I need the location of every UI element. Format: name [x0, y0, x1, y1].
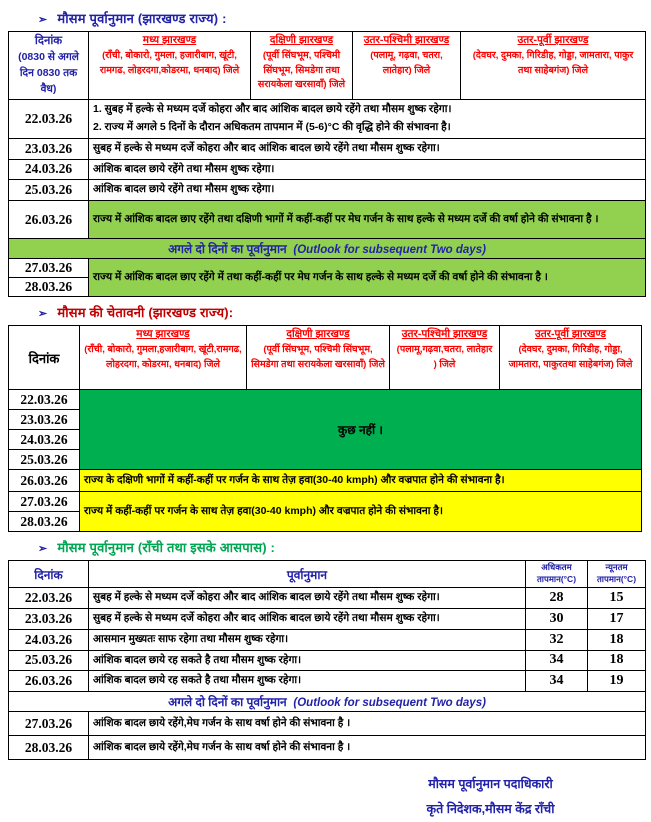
- region-header-northeast: [461, 32, 646, 100]
- table-row: [9, 180, 646, 201]
- region-districts: (पूर्वी सिंघभूम, पश्चिमी सिंघभूम, सिमडेगा तथा सरायकेला खरसावाँ) जिले: [251, 344, 385, 370]
- table-row: [9, 736, 646, 760]
- date-cell: 26.03.26: [9, 671, 89, 692]
- outlook-header: [9, 239, 646, 259]
- region-districts: (राँची, बोकारो, गुमला,हजारीबाग, खूंटी,रामगढ, लोहरदगा, कोडरमा, धनबाद) जिले: [84, 344, 242, 370]
- date-cell: 27.03.26: [9, 712, 89, 736]
- min-temp-header-line: न्यूनतम: [605, 562, 628, 573]
- forecast-cell: आंशिक बादल छाये रह सकते है तथा मौसम शुष्क रहेगा।: [89, 671, 526, 692]
- region-districts: (पूर्वी सिंघभूम, पश्चिमी सिंघभूम, सिमडेगा तथा सरायकेला खरसावाँ) जिले: [257, 50, 346, 91]
- max-temp-cell: 34: [526, 671, 588, 692]
- outlook-title-en: (Outlook for subsequent Two days): [293, 244, 486, 257]
- region-header-northeast: [500, 326, 642, 390]
- table-header-row: [9, 561, 646, 588]
- outlook-title-hi: अगले दो दिनों का पूर्वानुमान: [168, 695, 287, 710]
- table-row: [9, 470, 642, 492]
- forecast-column-header: पूर्वानुमान: [89, 561, 526, 588]
- max-temp-cell: 30: [526, 608, 588, 629]
- outlook-header: [9, 692, 646, 712]
- arrow-bullet-icon: ➢: [38, 543, 48, 556]
- state-forecast-table: [8, 31, 646, 297]
- max-temp-header-line: अधिकतम: [541, 562, 572, 573]
- region-name: दक्षिणी झारखण्ड: [269, 34, 334, 46]
- region-header-northwest: [390, 326, 500, 390]
- section-title-text: मौसम पूर्वानुमान (झारखण्ड राज्य) :: [57, 11, 227, 26]
- signature-designation: मौसम पूर्वानुमान पदाधिकारी: [428, 777, 553, 792]
- forecast-cell: आंशिक बादल छाये रहेंगे,मेघ गर्जन के साथ वर्षा होने की संभावना है ।: [89, 736, 646, 760]
- region-name: उतर-पूर्वी झारखण्ड: [534, 328, 607, 341]
- forecast-cell: आंशिक बादल छाये रहेंगे तथा मौसम शुष्क रहेगा।: [89, 159, 646, 180]
- date-cell: 25.03.26: [9, 180, 89, 201]
- date-cell: 25.03.26: [9, 450, 80, 470]
- outlook-header-row: [9, 692, 646, 712]
- date-cell: 28.03.26: [9, 278, 89, 297]
- table-row: [9, 608, 646, 629]
- table-row: [9, 390, 642, 410]
- signature-block: [378, 772, 603, 822]
- date-header-line: दिन 0830 तक: [19, 67, 78, 79]
- section-title-text: मौसम की चेतावनी (झारखण्ड राज्य):: [57, 305, 234, 321]
- date-cell: 27.03.26: [9, 259, 89, 278]
- min-temp-cell: 15: [588, 587, 646, 608]
- date-cell: 28.03.26: [9, 512, 80, 532]
- table-row: [9, 99, 646, 138]
- date-cell: 23.03.26: [9, 410, 80, 430]
- forecast-cell-highlighted: राज्य में आंशिक बादल छाए रहेंगे तथा दक्षिणी भागों में कहीं-कहीं पर मेघ गर्जन के साथ हल्के से मध्यम दर्जे की वर्षा होने की संभावना है ।: [89, 201, 646, 239]
- table-row: [9, 492, 642, 512]
- forecast-cell: सुबह में हल्के से मध्यम दर्जे कोहरा और बाद आंशिक बादल छाये रहेंगे तथा मौसम शुष्क रहेगा।: [89, 587, 526, 608]
- forecast-cell: आसमान मुख्यतः साफ रहेगा तथा मौसम शुष्क रहेगा।: [89, 629, 526, 650]
- date-cell: 26.03.26: [9, 470, 80, 492]
- date-column-header: दिनांक: [9, 561, 89, 588]
- table-header-row: [9, 326, 642, 390]
- min-temp-cell: 17: [588, 608, 646, 629]
- table-row: [9, 587, 646, 608]
- table-row: [9, 629, 646, 650]
- date-cell: 24.03.26: [9, 430, 80, 450]
- arrow-bullet-icon: ➢: [38, 308, 48, 321]
- section-title-warning: [38, 303, 651, 321]
- region-header-southern: [247, 326, 390, 390]
- weather-warning-table: [8, 325, 642, 532]
- min-temp-header-line: तापमान(°C): [596, 574, 637, 585]
- region-name: उतर-पश्चिमी झारखण्ड: [363, 34, 450, 46]
- max-temp-cell: 28: [526, 587, 588, 608]
- region-districts: (राँची, बोकारो, गुमला, हजारीबाग, खूंटी, रामगढ, लोहरदगा,कोडरमा, धनबाद) जिले: [99, 50, 240, 76]
- max-temp-column-header: [526, 561, 588, 588]
- max-temp-cell: 34: [526, 650, 588, 671]
- date-cell: 24.03.26: [9, 159, 89, 180]
- region-name: उतर-पश्चिमी झारखण्ड: [401, 328, 488, 341]
- outlook-title-hi: अगले दो दिनों का पूर्वानुमान: [168, 242, 287, 257]
- date-cell: 22.03.26: [9, 587, 89, 608]
- date-cell: 24.03.26: [9, 629, 89, 650]
- table-row: [9, 138, 646, 159]
- table-header-row: [9, 32, 646, 100]
- forecast-cell: सुबह में हल्के से मध्यम दर्जे कोहरा और बाद आंशिक बादल छाये रहेंगे तथा मौसम शुष्क रहेगा।: [89, 138, 646, 159]
- max-temp-header-line: तापमान(°C): [536, 574, 577, 585]
- min-temp-cell: 19: [588, 671, 646, 692]
- section-title-state-forecast: [38, 9, 651, 27]
- region-districts: (देवघर, दुमका, गिरिडीह, गोड्डा, जामतारा, पाकुरतथा साहेबगंज) जिले: [508, 344, 633, 370]
- date-column-header: दिनांक: [9, 326, 80, 390]
- region-header-central: [80, 326, 247, 390]
- section-title-text: मौसम पूर्वानुमान (राँची तथा इसके आसपास) :: [57, 540, 276, 556]
- forecast-cell: आंशिक बादल छाये रह सकते है तथा मौसम शुष्क रहेगा।: [89, 650, 526, 671]
- warning-cell: राज्य के दक्षिणी भागों में कहीं-कहीं पर गर्जन के साथ तेज़ हवा(30-40 kmph) और वज्रपात होने की संभावना है।: [80, 470, 642, 492]
- date-cell: 28.03.26: [9, 736, 89, 760]
- date-cell: 23.03.26: [9, 138, 89, 159]
- region-districts: (देवघर, दुमका, गिरिडीह, गोड्डा, जामतारा, पाकुर तथा साहेबगंज) जिले: [472, 50, 634, 76]
- arrow-bullet-icon: ➢: [38, 14, 48, 26]
- region-header-central: [89, 32, 251, 100]
- date-cell: 22.03.26: [9, 99, 89, 138]
- date-cell: 25.03.26: [9, 650, 89, 671]
- region-districts: (पलामू,गढ़वा,चतरा, लातेहार ) जिले: [396, 344, 493, 370]
- table-row: [9, 159, 646, 180]
- forecast-cell: सुबह में हल्के से मध्यम दर्जे कोहरा और बाद आंशिक बादल छाये रहेंगे तथा मौसम शुष्क रहेगा।: [89, 608, 526, 629]
- outlook-header-row: [9, 239, 646, 259]
- date-header-line: (0830 से अगले: [18, 51, 79, 64]
- min-temp-cell: 18: [588, 650, 646, 671]
- region-name: मध्य झारखण्ड: [142, 34, 197, 46]
- table-row: [9, 259, 646, 278]
- region-name: दक्षिणी झारखण्ड: [286, 328, 350, 341]
- forecast-cell: आंशिक बादल छाये रहेंगे,मेघ गर्जन के साथ वर्षा होने की संभावना है ।: [89, 712, 646, 736]
- date-column-header: [9, 32, 89, 100]
- forecast-cell: आंशिक बादल छाये रहेंगे तथा मौसम शुष्क रहेगा।: [89, 180, 646, 201]
- outlook-title-en: (Outlook for subsequent Two days): [293, 697, 486, 710]
- table-row: [9, 671, 646, 692]
- forecast-line: 1. सुबह में हल्के से मध्यम दर्जे कोहरा और बाद आंशिक बादल छाये रहेंगे तथा मौसम शुष्क रहेगा।: [93, 102, 452, 115]
- date-header-line: दिनांक: [34, 35, 63, 47]
- outlook-forecast-cell: राज्य में आंशिक बादल छाए रहेंगे में तथा कहीं-कहीं पर मेघ गर्जन के साथ हल्के से मध्यम दर्जे की वर्षा होने की संभावना है ।: [89, 259, 646, 297]
- min-temp-column-header: [588, 561, 646, 588]
- max-temp-cell: 32: [526, 629, 588, 650]
- region-name: मध्य झारखण्ड: [136, 328, 190, 341]
- region-name: उतर-पूर्वी झारखण्ड: [517, 34, 589, 46]
- table-row: [9, 650, 646, 671]
- date-cell: 27.03.26: [9, 492, 80, 512]
- region-districts: (पलामू, गढ़वा, चतरा, लातेहार) जिले: [370, 50, 443, 76]
- date-header-line: वैध): [40, 82, 57, 95]
- date-cell: 23.03.26: [9, 608, 89, 629]
- forecast-line: 2. राज्य में अगले 5 दिनों के दौरान अधिकतम तापमान में (5-6)°C की वृद्धि होने की संभावना है।: [93, 120, 451, 133]
- min-temp-cell: 18: [588, 629, 646, 650]
- table-row: [9, 712, 646, 736]
- region-header-southern: [251, 32, 353, 100]
- date-cell: 26.03.26: [9, 201, 89, 239]
- signature-office: कृते निदेशक,मौसम केंद्र राँची: [426, 802, 555, 817]
- region-header-northwest: [353, 32, 461, 100]
- ranchi-forecast-table: [8, 560, 646, 760]
- warning-cell: राज्य में कहीं-कहीं पर गर्जन के साथ तेज़ हवा(30-40 kmph) और वज्रपात होने की संभावना है।: [80, 492, 642, 532]
- forecast-cell: [89, 99, 646, 138]
- table-row: [9, 201, 646, 239]
- date-cell: 22.03.26: [9, 390, 80, 410]
- section-title-ranchi-forecast: [38, 538, 651, 556]
- no-warning-cell: कुछ नहीं ।: [80, 390, 642, 470]
